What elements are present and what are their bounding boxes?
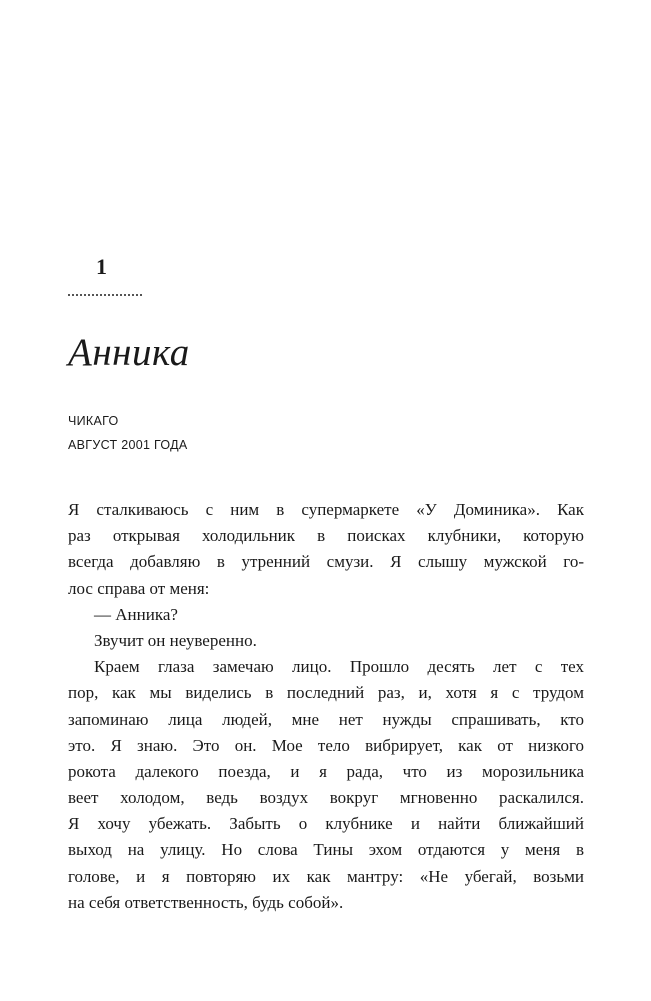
text-line: раз открывая холодильник в поисках клубники, которую	[68, 526, 584, 546]
text-line: голове, и я повторяю их как мантру: «Не убегай, возьми	[68, 866, 584, 886]
dialogue-line: — Анника?	[94, 604, 178, 624]
text-line: пор, как мы виделись в последний раз, и, хотя я с трудом	[68, 683, 584, 703]
text-line: Краем глаза замечаю лицо. Прошло десять лет с тех	[94, 657, 584, 677]
setting-date: АВГУСТ 2001 ГОДА	[68, 438, 188, 452]
chapter-title: Анника	[68, 331, 190, 374]
text-line: на себя ответственность, будь собой».	[68, 892, 344, 912]
text-line: выход на улицу. Но слова Тины эхом отдаются у меня в	[68, 840, 584, 860]
setting-place: ЧИКАГО	[68, 414, 119, 428]
setting-block	[68, 409, 188, 457]
dotted-divider	[68, 294, 142, 296]
text-line: Я сталкиваюсь с ним в супермаркете «У Доминика». Как	[68, 500, 584, 519]
text-line: лос справа от меня:	[68, 578, 210, 598]
text-line: веет холодом, ведь воздух вокруг мгновенно раскалился.	[68, 788, 584, 808]
body-text	[68, 497, 584, 916]
text-line: это. Я знаю. Это он. Мое тело вибрирует, как от низкого	[68, 735, 584, 755]
text-line: Я хочу убежать. Забыть о клубнике и найти ближайший	[68, 814, 584, 834]
chapter-number: 1	[96, 254, 107, 279]
text-line: всегда добавляю в утренний смузи. Я слышу мужской го-	[68, 552, 584, 572]
text-line: запоминаю лица людей, мне нет нужды спрашивать, кто	[68, 709, 584, 729]
text-line: Звучит он неуверенно.	[94, 630, 257, 650]
text-line: рокота далекого поезда, и я рада, что из морозильника	[68, 761, 584, 781]
